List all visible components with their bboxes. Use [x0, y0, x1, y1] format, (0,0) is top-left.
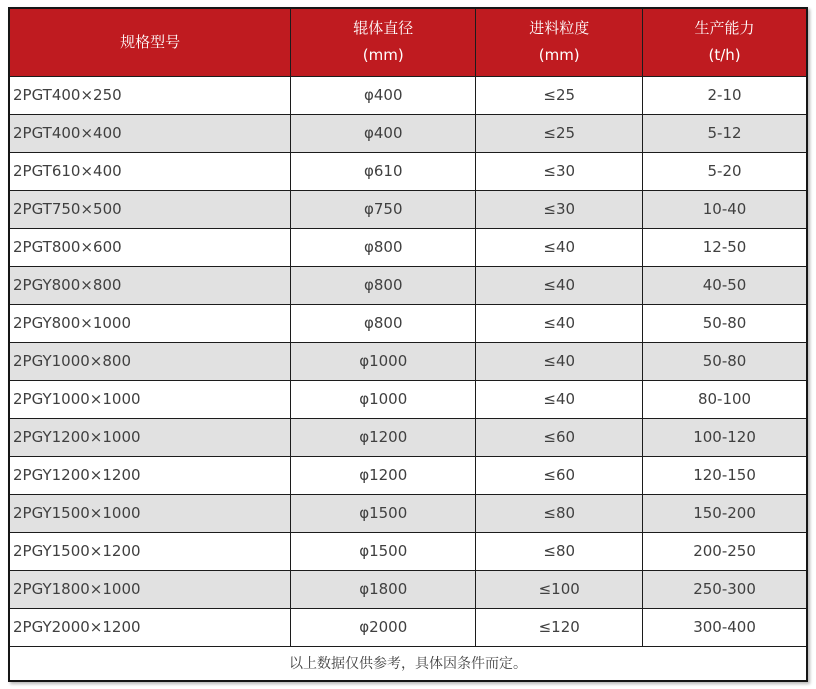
cell-model: 2PGY1000×800 — [9, 342, 291, 380]
table-row — [9, 570, 807, 608]
cell-model: 2PGT750×500 — [9, 190, 291, 228]
col-header-capacity — [643, 8, 807, 76]
table-row — [9, 114, 807, 152]
col-header-feed-size — [476, 8, 643, 76]
header-row — [9, 8, 807, 76]
table-row — [9, 304, 807, 342]
col-header-capacity-unit: (t/h) — [708, 46, 741, 65]
cell-roller-diameter: φ1000 — [291, 342, 476, 380]
cell-model: 2PGY1800×1000 — [9, 570, 291, 608]
cell-model: 2PGY800×800 — [9, 266, 291, 304]
cell-capacity: 12-50 — [643, 228, 807, 266]
cell-roller-diameter: φ1000 — [291, 380, 476, 418]
col-header-feed-size-label: 进料粒度 — [529, 19, 590, 38]
cell-model: 2PGT400×400 — [9, 114, 291, 152]
table-footer — [9, 646, 807, 681]
cell-feed-size: ≤40 — [476, 304, 643, 342]
table-row — [9, 380, 807, 418]
cell-capacity: 10-40 — [643, 190, 807, 228]
col-header-feed-size-unit: (mm) — [538, 46, 580, 65]
col-header-model — [9, 8, 291, 76]
cell-feed-size: ≤80 — [476, 532, 643, 570]
table-row — [9, 228, 807, 266]
cell-model: 2PGY1200×1200 — [9, 456, 291, 494]
col-header-roller-diameter-label: 辊体直径 — [353, 19, 414, 38]
cell-roller-diameter: φ1200 — [291, 418, 476, 456]
cell-model: 2PGY1500×1000 — [9, 494, 291, 532]
cell-model: 2PGY1000×1000 — [9, 380, 291, 418]
cell-roller-diameter: φ400 — [291, 76, 476, 114]
col-header-model-label: 规格型号 — [120, 32, 181, 51]
cell-feed-size: ≤120 — [476, 608, 643, 646]
cell-roller-diameter: φ800 — [291, 266, 476, 304]
cell-feed-size: ≤60 — [476, 418, 643, 456]
cell-roller-diameter: φ2000 — [291, 608, 476, 646]
table-row — [9, 494, 807, 532]
spec-table — [8, 7, 808, 682]
table-row — [9, 76, 807, 114]
cell-capacity: 100-120 — [643, 418, 807, 456]
cell-roller-diameter: φ1500 — [291, 494, 476, 532]
cell-capacity: 5-12 — [643, 114, 807, 152]
col-header-roller-diameter-unit: (mm) — [362, 46, 404, 65]
table-row — [9, 608, 807, 646]
col-header-roller-diameter — [291, 8, 476, 76]
cell-model: 2PGY1500×1200 — [9, 532, 291, 570]
cell-model: 2PGY2000×1200 — [9, 608, 291, 646]
table-row — [9, 190, 807, 228]
table-body — [9, 76, 807, 646]
cell-feed-size: ≤80 — [476, 494, 643, 532]
cell-capacity: 50-80 — [643, 304, 807, 342]
cell-feed-size: ≤40 — [476, 342, 643, 380]
cell-feed-size: ≤40 — [476, 228, 643, 266]
cell-roller-diameter: φ1500 — [291, 532, 476, 570]
footer-note: 以上数据仅供参考，具体因条件而定。 — [9, 646, 807, 681]
cell-feed-size: ≤25 — [476, 76, 643, 114]
footer-row — [9, 646, 807, 681]
table-row — [9, 418, 807, 456]
cell-capacity: 200-250 — [643, 532, 807, 570]
cell-feed-size: ≤30 — [476, 190, 643, 228]
table-row — [9, 456, 807, 494]
table-row — [9, 152, 807, 190]
cell-capacity: 5-20 — [643, 152, 807, 190]
cell-capacity: 80-100 — [643, 380, 807, 418]
cell-capacity: 300-400 — [643, 608, 807, 646]
cell-capacity: 2-10 — [643, 76, 807, 114]
cell-capacity: 150-200 — [643, 494, 807, 532]
cell-model: 2PGT800×600 — [9, 228, 291, 266]
table-row — [9, 532, 807, 570]
table-header — [9, 8, 807, 76]
cell-feed-size: ≤40 — [476, 380, 643, 418]
cell-roller-diameter: φ400 — [291, 114, 476, 152]
cell-roller-diameter: φ800 — [291, 228, 476, 266]
cell-feed-size: ≤40 — [476, 266, 643, 304]
cell-feed-size: ≤100 — [476, 570, 643, 608]
cell-model: 2PGT610×400 — [9, 152, 291, 190]
cell-feed-size: ≤30 — [476, 152, 643, 190]
cell-feed-size: ≤25 — [476, 114, 643, 152]
cell-model: 2PGT400×250 — [9, 76, 291, 114]
cell-capacity: 40-50 — [643, 266, 807, 304]
cell-roller-diameter: φ750 — [291, 190, 476, 228]
cell-roller-diameter: φ610 — [291, 152, 476, 190]
cell-roller-diameter: φ800 — [291, 304, 476, 342]
cell-capacity: 250-300 — [643, 570, 807, 608]
cell-feed-size: ≤60 — [476, 456, 643, 494]
cell-roller-diameter: φ1200 — [291, 456, 476, 494]
table-row — [9, 266, 807, 304]
table-row — [9, 342, 807, 380]
cell-model: 2PGY1200×1000 — [9, 418, 291, 456]
cell-capacity: 50-80 — [643, 342, 807, 380]
cell-capacity: 120-150 — [643, 456, 807, 494]
col-header-capacity-label: 生产能力 — [694, 19, 755, 38]
cell-roller-diameter: φ1800 — [291, 570, 476, 608]
cell-model: 2PGY800×1000 — [9, 304, 291, 342]
